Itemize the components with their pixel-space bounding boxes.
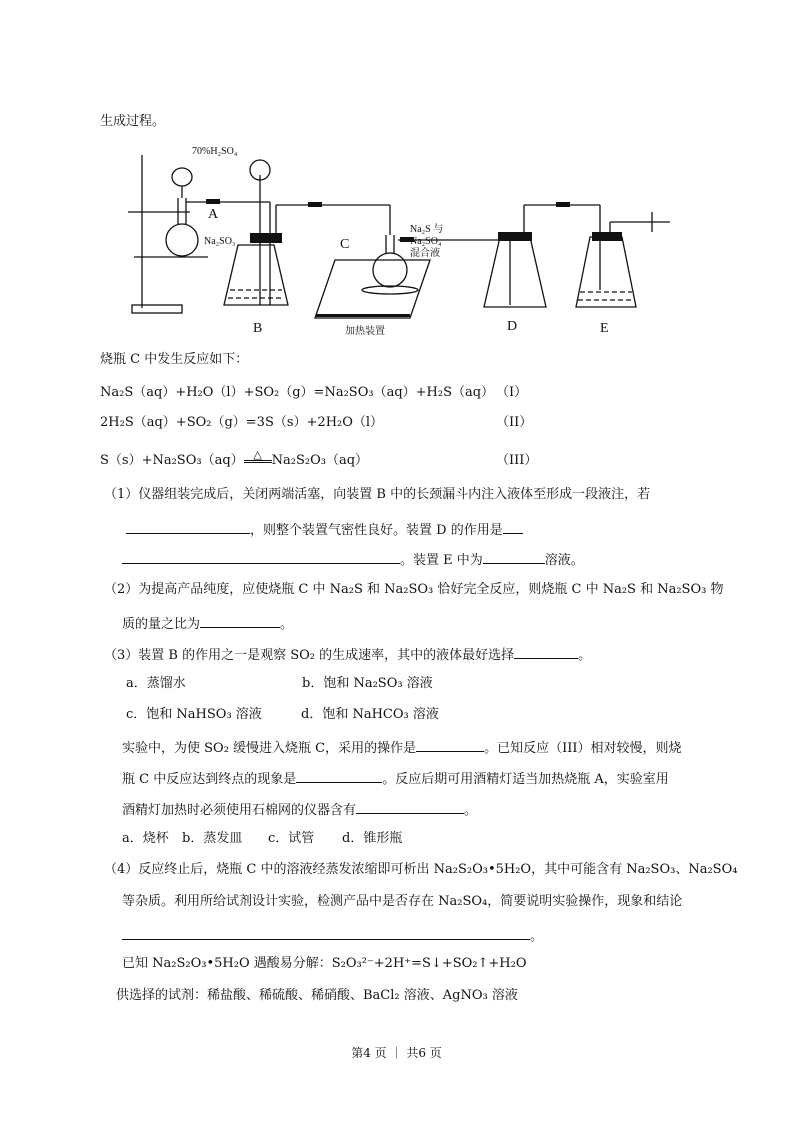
label-d: D xyxy=(507,319,518,334)
reactions-intro: 烧瓶 C 中发生反应如下： xyxy=(100,352,249,367)
label-e: E xyxy=(600,321,609,336)
mix-line3: 混合液 xyxy=(410,248,440,259)
q1-line3-text: 。装置 E 中为 xyxy=(400,553,483,568)
q3-line4-end: 。 xyxy=(464,803,478,818)
answer-blank[interactable] xyxy=(122,550,400,564)
reagent-a: Na₂SO₃ xyxy=(204,236,236,247)
q4-line3 xyxy=(122,926,543,945)
q2-line2 xyxy=(122,614,293,633)
label-c: C xyxy=(340,237,350,252)
reaction-1-tag: （I） xyxy=(496,385,528,400)
q2-line2-text: 质的量之比为 xyxy=(122,617,201,632)
answer-blank[interactable] xyxy=(122,926,530,940)
reaction-2: 2H₂S（aq）+SO₂（g）=3S（s）+2H₂O（l） xyxy=(100,415,384,430)
label-b: B xyxy=(253,321,263,336)
mix-line2: Na₂SO₄ xyxy=(410,236,442,247)
heater-label: 加热装置 xyxy=(345,326,385,337)
reaction-3-right: Na₂S₂O₃（aq） xyxy=(271,453,369,468)
q3-option-a: a．蒸馏水 xyxy=(126,676,186,691)
q3-option-c: c．饱和 NaHSO₃ 溶液 xyxy=(126,707,262,722)
apparatus-diagram xyxy=(120,140,680,340)
answer-blank[interactable] xyxy=(483,550,545,564)
answer-blank[interactable] xyxy=(356,800,464,814)
q4-reagents: 供选择的试剂：稀盐酸、稀硫酸、稀硝酸、BaCl₂ 溶液、AgNO₃ 溶液 xyxy=(116,988,518,1003)
page-footer: 第4 页 ｜ 共6 页 xyxy=(351,1046,442,1060)
reaction-2-tag: （II） xyxy=(496,415,533,430)
reaction-1: Na₂S（aq）+H₂O（l）+SO₂（g）=Na₂SO₃（aq）+H₂S（aq） xyxy=(100,385,495,400)
answer-blank[interactable] xyxy=(503,520,523,534)
q3-option-b: b．饱和 Na₂SO₃ 溶液 xyxy=(302,676,433,691)
answer-blank[interactable] xyxy=(514,645,578,659)
q3-option2-b: b．蒸发皿 xyxy=(182,831,243,846)
q3-line3 xyxy=(122,769,669,788)
q3-option-d: d．饱和 NaHCO₃ 溶液 xyxy=(301,707,439,722)
reaction-3 xyxy=(100,448,369,469)
q3-line3-end: 。反应后期可用酒精灯适当加热烧瓶 A，实验室用 xyxy=(382,772,669,787)
q3-line4 xyxy=(122,800,477,819)
q4-line2: 等杂质。利用所给试剂设计实验，检测产品中是否存在 Na₂SO₄，简要说明实验操作，现象和结论 xyxy=(122,894,683,909)
answer-blank[interactable] xyxy=(416,738,484,752)
answer-blank[interactable] xyxy=(126,520,250,534)
q3-option2-a: a．烧杯 xyxy=(122,831,169,846)
q3-line2-end: 。已知反应（III）相对较慢，则烧 xyxy=(484,741,682,756)
answer-blank[interactable] xyxy=(200,614,280,628)
answer-blank[interactable] xyxy=(296,769,382,783)
q2-end: 。 xyxy=(280,617,294,632)
q1-line3 xyxy=(122,550,584,569)
q4-line1: （4）反应终止后，烧瓶 C 中的溶液经蒸发浓缩即可析出 Na₂S₂O₃•5H₂O，其中可能含有 Na₂SO₃、Na₂SO₄ xyxy=(104,862,738,877)
q1-line1: （1）仪器组装完成后，关闭两端活塞，向装置 B 中的长颈漏斗内注入液体至形成一段液注，若 xyxy=(104,487,651,502)
q2-line1: （2）为提高产品纯度，应使烧瓶 C 中 Na₂S 和 Na₂SO₃ 恰好完全反应，则烧瓶 C 中 Na₂S 和 Na₂SO₃ 物 xyxy=(104,582,724,597)
q3-line2-text: 实验中，为使 SO₂ 缓慢进入烧瓶 C，采用的操作是 xyxy=(122,741,417,756)
q3-end: 。 xyxy=(578,648,592,663)
q3-line1-text: （3）装置 B 的作用之一是观察 SO₂ 的生成速率，其中的液体最好选择 xyxy=(104,648,515,663)
q1-line2-text: ，则整个装置气密性良好。装置 D 的作用是 xyxy=(250,523,503,538)
intro-text: 生成过程。 xyxy=(100,114,166,129)
q3-line4-text: 酒精灯加热时必须使用石棉网的仪器含有 xyxy=(122,803,357,818)
q3-line2 xyxy=(122,738,682,757)
reaction-3-left: S（s）+Na₂SO₃（aq） xyxy=(100,453,244,468)
q4-known: 已知 Na₂S₂O₃•5H₂O 遇酸易分解：S₂O₃²⁻+2H⁺=S↓+SO₂↑+H₂O xyxy=(122,956,527,971)
heat-condition: △ xyxy=(244,450,272,463)
acid-label: 70%H₂SO₄ xyxy=(192,146,238,157)
q1-line2 xyxy=(126,520,523,539)
q1-line3-end: 溶液。 xyxy=(544,553,584,568)
mix-line1: Na₂S 与 xyxy=(410,224,444,235)
label-a: A xyxy=(208,207,219,222)
q3-line1 xyxy=(104,645,591,664)
q3-option2-d: d．锥形瓶 xyxy=(342,831,403,846)
q3-option2-c: c．试管 xyxy=(268,831,315,846)
q3-line3-text: 瓶 C 中反应达到终点的现象是 xyxy=(122,772,297,787)
reaction-3-tag: （III） xyxy=(496,453,538,468)
q4-end: 。 xyxy=(530,929,544,944)
